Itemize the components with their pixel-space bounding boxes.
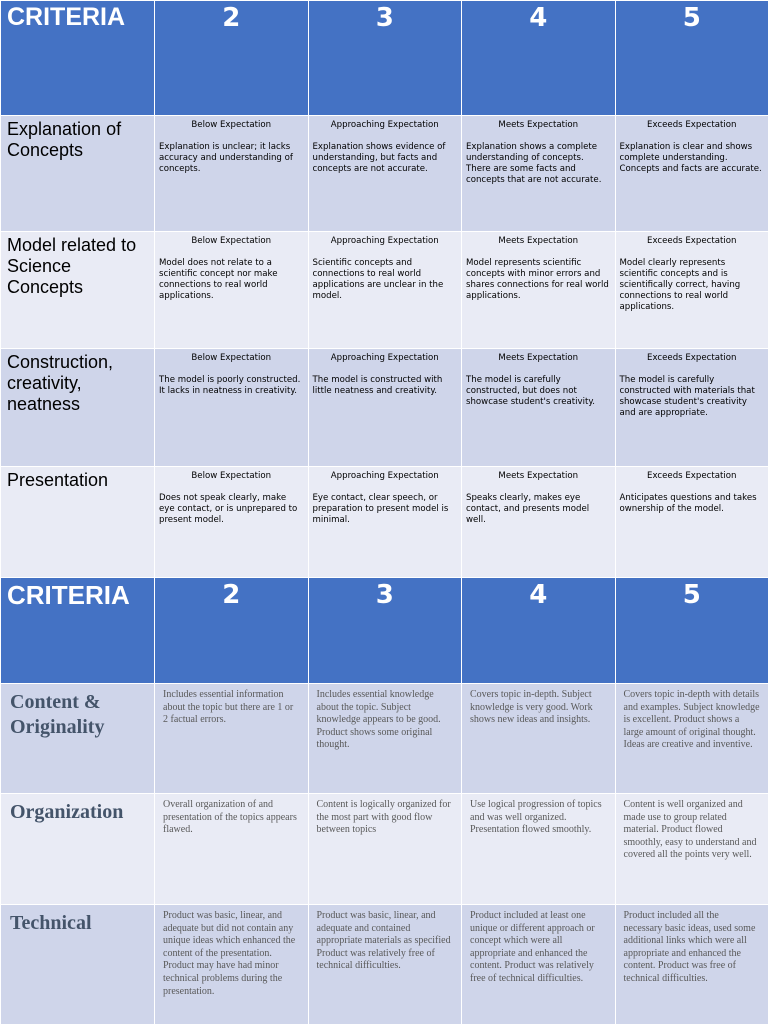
header-row: [1, 1, 768, 116]
cell-description: Anticipates questions and takes ownership of the model.: [619, 493, 757, 514]
level-label: Approaching Expectation: [330, 120, 439, 130]
level-label: Meets Expectation: [498, 471, 579, 481]
rubric-cell: [462, 116, 616, 232]
rubric-cell: Includes essential knowledge about the topic. Subject knowledge appears to be good. Product shows some original thought.: [308, 684, 462, 794]
rubric-cell: [462, 232, 616, 349]
rubric-cell: [615, 232, 768, 349]
header-row: [1, 578, 768, 684]
level-header: 2: [155, 578, 309, 684]
cell-description: The model is carefully constructed with materials that showcase student's creativity and are appropriate.: [619, 375, 755, 418]
cell-description: The model is carefully constructed, but does not showcase student's creativity.: [466, 375, 595, 407]
rubric-cell: Product included all the necessary basic ideas, used some additional links which were all appropriate and enhanced the content. Product was free of technical difficulties.: [615, 905, 768, 1024]
level-header: 5: [615, 578, 768, 684]
level-label: Approaching Expectation: [330, 236, 439, 246]
cell-description: The model is poorly constructed. It lacks in neatness in creativity.: [159, 375, 301, 396]
cell-description: The model is constructed with little neatness and creativity.: [312, 375, 443, 396]
level-label: Exceeds Expectation: [647, 120, 737, 130]
rubric-cell: [155, 116, 309, 232]
rubric-cell: Includes essential information about the topic but there are 1 or 2 factual errors.: [155, 684, 309, 794]
criteria-header: CRITERIA: [1, 578, 155, 684]
rubric-cell: [462, 467, 616, 579]
level-label: Meets Expectation: [498, 353, 579, 363]
rubric-cell: [615, 467, 768, 579]
cell-description: Model represents scientific concepts with minor errors and shares connections for real world applications.: [466, 258, 609, 301]
level-label: Below Expectation: [191, 236, 272, 246]
table-row: [1, 116, 768, 232]
rubric-cell: [308, 116, 462, 232]
cell-description: Explanation is unclear; it lacks accuracy and understanding of concepts.: [159, 142, 293, 174]
level-label: Below Expectation: [191, 353, 272, 363]
level-label: Exceeds Expectation: [647, 236, 737, 246]
level-header: 2: [155, 1, 309, 116]
level-label: Exceeds Expectation: [647, 353, 737, 363]
level-header: 4: [462, 1, 616, 116]
cell-description: Does not speak clearly, make eye contact, or is unprepared to present model.: [159, 493, 298, 525]
criterion-label: Organization: [1, 794, 155, 905]
rubric-cell: [615, 349, 768, 467]
level-label: Exceeds Expectation: [647, 471, 737, 481]
rubric-cell: Product included at least one unique or different approach or concept which were all appropriate and enhanced the content. Product was relatively free of technical difficulties.: [462, 905, 616, 1024]
level-label: Meets Expectation: [498, 236, 579, 246]
cell-description: Model does not relate to a scientific concept nor make connections to real world applications.: [159, 258, 278, 301]
cell-description: Speaks clearly, makes eye contact, and presents model well.: [466, 493, 590, 525]
level-label: Meets Expectation: [498, 120, 579, 130]
rubric-cell: Content is logically organized for the most part with good flow between topics: [308, 794, 462, 905]
cell-description: Explanation shows a complete understanding of concepts. There are some facts and concepts that are not accurate.: [466, 142, 602, 185]
rubric-cell: [155, 232, 309, 349]
table-row: [1, 905, 768, 1024]
rubric-cell: [462, 349, 616, 467]
criterion-label: Construction, creativity, neatness: [1, 349, 155, 467]
level-label: Approaching Expectation: [330, 471, 439, 481]
level-header: 5: [615, 1, 768, 116]
table-row: [1, 467, 768, 579]
criterion-label: Technical: [1, 905, 155, 1024]
rubric-cell: [308, 349, 462, 467]
rubric-cell: Product was basic, linear, and adequate and contained appropriate materials as specified Product was relatively free of technical difficulties.: [308, 905, 462, 1024]
rubric-cell: Content is well organized and made use to group related material. Product flowed smoothly, easy to understand and covered all the points very well.: [615, 794, 768, 905]
rubric-table-2: [0, 577, 768, 1024]
cell-description: Explanation shows evidence of understanding, but facts and concepts are not accurate.: [312, 142, 446, 174]
level-header: 3: [308, 1, 462, 116]
rubric-cell: [155, 467, 309, 579]
table-row: [1, 232, 768, 349]
cell-description: Eye contact, clear speech, or preparation to present model is minimal.: [312, 493, 449, 525]
table-row: [1, 684, 768, 794]
criterion-label: Presentation: [1, 467, 155, 579]
criterion-label: Model related to Science Concepts: [1, 232, 155, 349]
level-header: 4: [462, 578, 616, 684]
rubric-cell: [615, 116, 768, 232]
cell-description: Explanation is clear and shows complete understanding. Concepts and facts are accurate.: [619, 142, 762, 174]
rubric-cell: Use logical progression of topics and was well organized. Presentation flowed smoothly.: [462, 794, 616, 905]
level-label: Below Expectation: [191, 471, 272, 481]
rubric-cell: Overall organization of and presentation of the topics appears flawed.: [155, 794, 309, 905]
level-label: Approaching Expectation: [330, 353, 439, 363]
level-label: Below Expectation: [191, 120, 272, 130]
rubric-cell: Covers topic in-depth. Subject knowledge is very good. Work shows new ideas and insights.: [462, 684, 616, 794]
rubric-cell: [308, 232, 462, 349]
criterion-label: Explanation of Concepts: [1, 116, 155, 232]
rubric-cell: [155, 349, 309, 467]
criteria-header: CRITERIA: [1, 1, 155, 116]
rubric-cell: Product was basic, linear, and adequate but did not contain any unique ideas which enhanced the content of the presentation. Product may have had minor technical problems during the presentation.: [155, 905, 309, 1024]
rubric-cell: [308, 467, 462, 579]
rubric-cell: Covers topic in-depth with details and examples. Subject knowledge is excellent. Product shows a large amount of original thought. Ideas are creative and inventive.: [615, 684, 768, 794]
level-header: 3: [308, 578, 462, 684]
table-row: [1, 349, 768, 467]
criterion-label: Content & Originality: [1, 684, 155, 794]
cell-description: Model clearly represents scientific concepts and is scientifically correct, having connections to real world applications.: [619, 258, 741, 312]
table-row: [1, 794, 768, 905]
cell-description: Scientific concepts and connections to real world applications are unclear in the model.: [312, 258, 444, 301]
